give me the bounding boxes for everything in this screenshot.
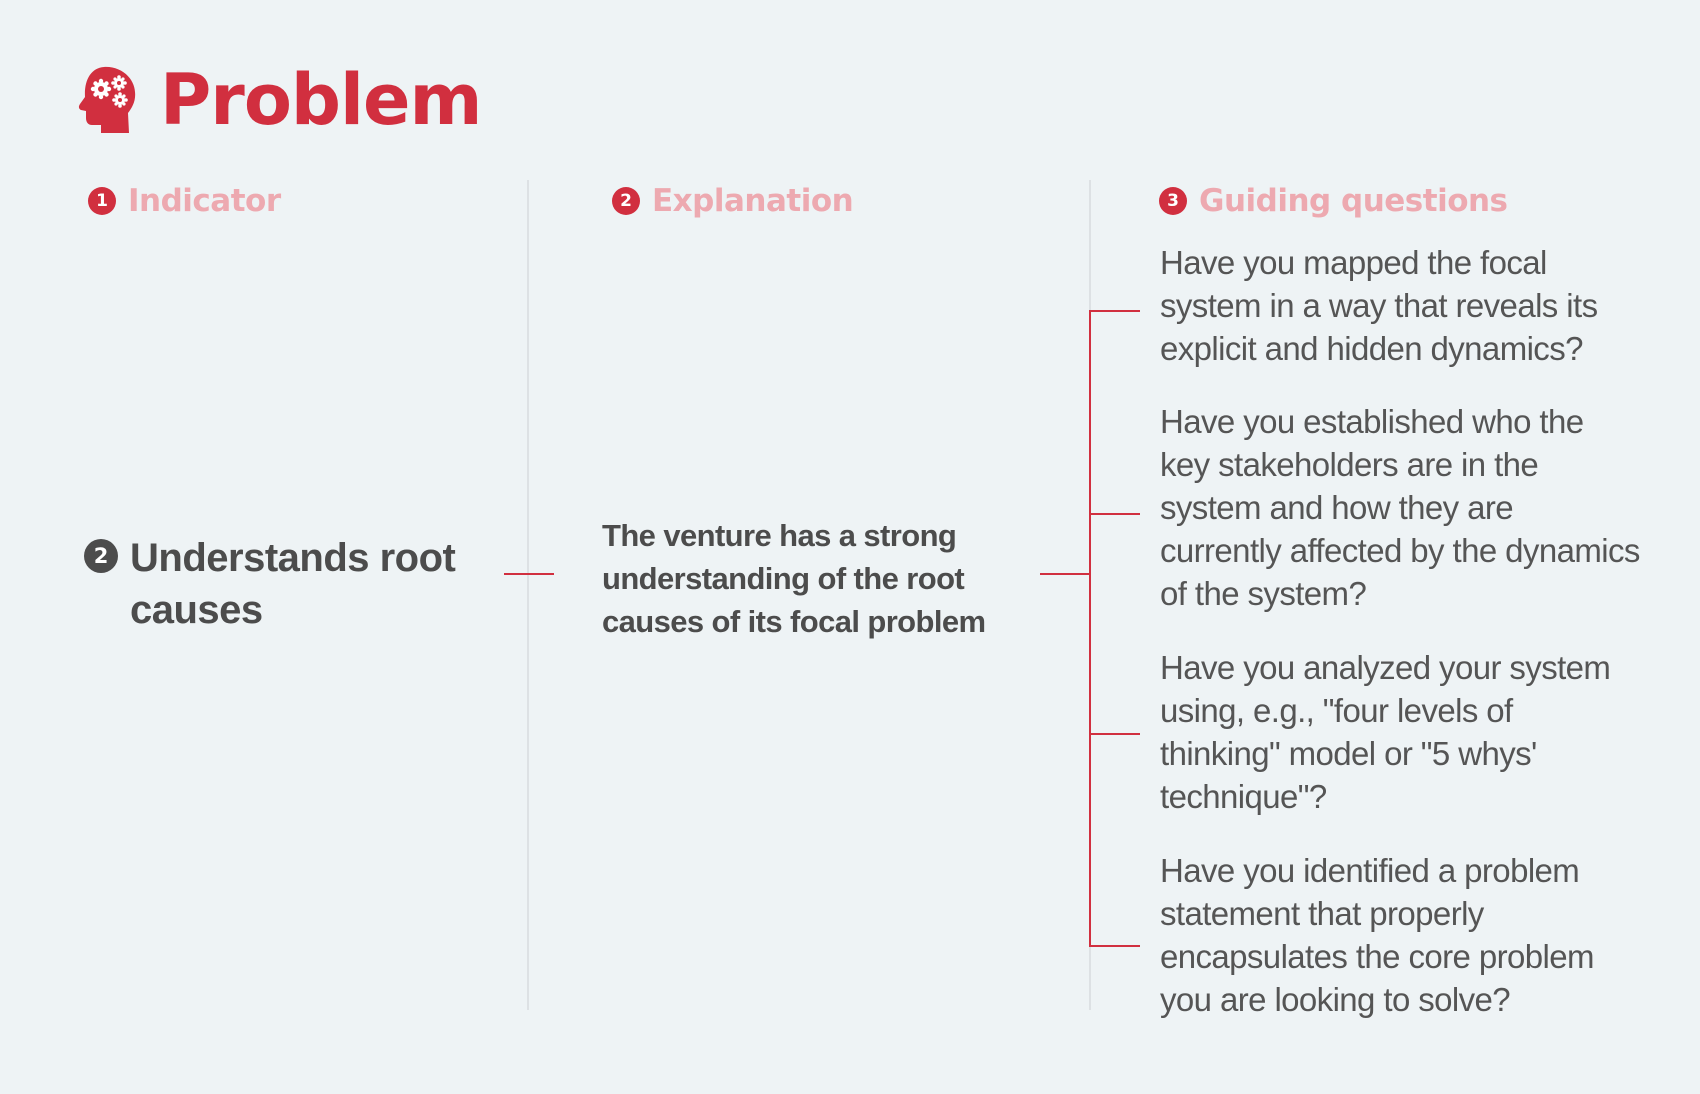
column-header-explanation xyxy=(612,180,853,222)
column-number-badge: 3 xyxy=(1159,187,1187,215)
questions-bracket-spine xyxy=(1089,310,1091,947)
column-header-label: Indicator xyxy=(128,183,281,219)
guiding-question: Have you mapped the focal system in a way that reveals its explicit and hidden dynamics? xyxy=(1160,244,1598,367)
questions-bracket-branch xyxy=(1089,310,1140,312)
guiding-question: Have you established who the key stakeholders are in the system and how they are currently affected by the dynamics of the system? xyxy=(1160,403,1640,612)
questions-bracket-branch xyxy=(1089,733,1140,735)
guiding-question: Have you identified a problem statement that properly encapsulates the core problem you are looking to solve? xyxy=(1160,852,1594,1018)
page-title: Problem xyxy=(160,59,482,141)
guiding-question: Have you analyzed your system using, e.g., "four levels of thinking" model or "5 whys' technique"? xyxy=(1160,649,1611,815)
column-header-label: Guiding questions xyxy=(1199,183,1508,219)
indicator-item xyxy=(84,532,464,636)
column-header-guiding-questions xyxy=(1159,180,1508,222)
column-divider xyxy=(527,180,529,1010)
explanation-text: The venture has a strong understanding of the root causes of its focal problem xyxy=(602,518,986,639)
connector-explanation-questions xyxy=(1040,573,1090,575)
column-number-badge: 2 xyxy=(612,187,640,215)
column-header-indicator xyxy=(88,180,281,222)
questions-bracket-branch xyxy=(1089,513,1140,515)
indicator-number-badge: 2 xyxy=(84,539,118,573)
column-number-badge: 1 xyxy=(88,187,116,215)
title-block xyxy=(78,60,481,140)
column-header-label: Explanation xyxy=(652,183,854,219)
connector-indicator-explanation xyxy=(504,573,554,575)
indicator-text: Understands root causes xyxy=(130,536,456,632)
head-gears-icon xyxy=(78,65,138,135)
questions-bracket-branch xyxy=(1089,945,1140,947)
